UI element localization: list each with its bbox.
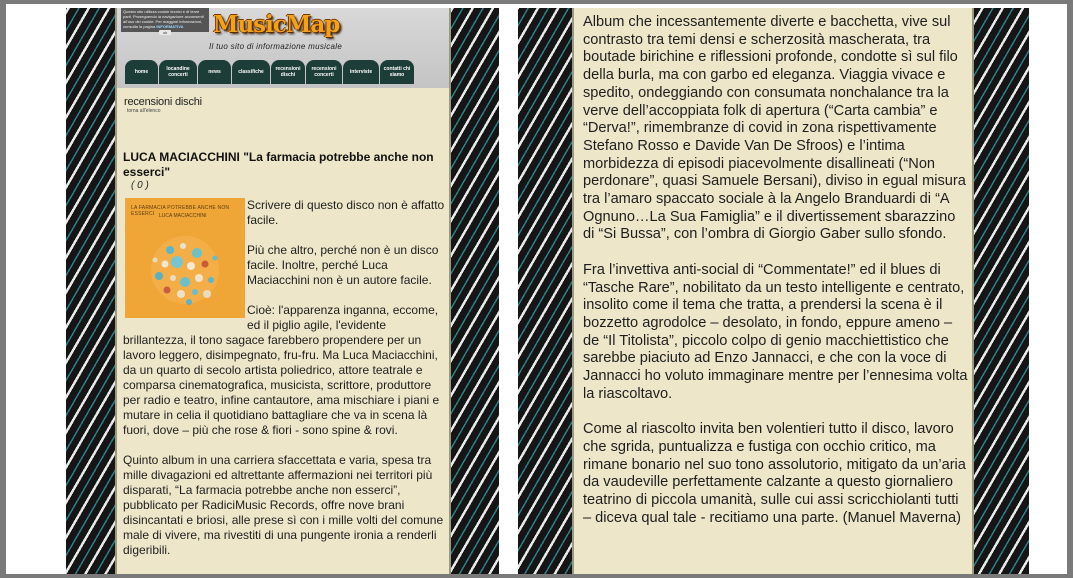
back-to-list-link[interactable]: torna all'elenco: [127, 108, 161, 114]
nav-tab-recensioni-concerti[interactable]: recensioni concerti: [306, 60, 342, 84]
review-body-left: [123, 198, 447, 573]
right-content-column: [572, 8, 974, 574]
left-panel: [66, 8, 499, 574]
review-body-right: [583, 14, 969, 545]
review-paragraph: Album che incessantemente diverte e bacchetta, vive sul contrasto tra temi densi e scherzosità mascherata, tra boutade birichine e riflessioni profonde, condotte sì sul filo della burla, ma con garbo ed eleganza. Viaggia vivace e spedito, ondeggiando con consumata nonchalance tra la verve dell’accoppiata folk di apertura (“Carta cambia” e “Derva!”, rimembranze di covid in zona rispettivamente Stefano Rosso e Davide Van De Sfroos) e l’intima morbidezza di episodi piacevolmente disallineati (“Non perdonare”, quasi Samuele Bersani), diviso in egual misura tra l’amaro spaccato sociale à la Angelo Branduardi di “A Ognuno…La Sua Famiglia” e il divertissement sbarazzino di “Si Bussa”, con l’ombra di Giorgio Gaber sullo sfondo.: [583, 14, 966, 243]
nav-tab-interviste[interactable]: interviste: [343, 60, 379, 84]
cookie-text: Questo sito utilizza cookie tecnici e di terze parti. Proseguendo la navigazione acconsenti all'uso dei cookie. Per maggiori informazioni, consulta la pagina: [123, 9, 204, 29]
cookie-banner: [121, 8, 209, 35]
review-paragraph: Quinto album in una carriera sfaccettata e varia, spesa tra mille divagazioni ed altrettante affermazioni nei territori più disparati, “La farmacia potrebbe anche non esserci”, pubblicato per RadiciMusic Records, offre nove brani disincantati e briosi, alle prese sì con i mille volti del comune male di vivere, ma rivestiti di una pungente ironia a renderli digeribili.: [123, 453, 444, 557]
review-paragraph: Scrivere di questo disco non è affatto facile.: [247, 198, 445, 227]
cover-spacer: [123, 198, 247, 320]
review-paragraph: Fra l’invettiva anti-social di “Commentate!” ed il blues di “Tasche Rare”, nobilitato da un testo intelligente e centrato, insolito come il tema che tratta, a prendersi la scena è il bozzetto agrodolce – desolato, in fondo, eppure ameno – de “Il Titolista”, piccolo colpo di genio macchiettistico che sarebbe piaciuto ad Enzo Jannacci, e che con la voce di Jannacci ho voluto immaginare mentre per l’ennesima volta la riascoltavo.: [583, 261, 968, 402]
comment-count[interactable]: ( 0 ): [131, 180, 149, 191]
cookie-info-link[interactable]: INFORMATIVA: [156, 24, 184, 29]
cover-title: LA FARMACIA POTREBBE ANCHE NON ESSERCI: [131, 205, 230, 217]
right-panel: [518, 8, 1029, 574]
review-paragraph: Più che altro, perché non è un disco facile. Inoltre, perché Luca Maciacchini non è un autore facile.: [247, 243, 439, 287]
site-logo[interactable]: MusicMap: [213, 11, 340, 38]
site-header: [117, 8, 449, 88]
main-nav: [125, 60, 415, 84]
nav-tab-home[interactable]: home: [125, 60, 158, 84]
cookie-ok-button[interactable]: ok: [159, 30, 171, 35]
nav-tab-classifiche[interactable]: classifiche: [232, 60, 270, 84]
left-content-column: [115, 8, 451, 574]
cover-artist: LUCA MACIACCHINI: [159, 213, 207, 219]
screenshot-frame: [6, 4, 1067, 574]
nav-tab-locandine-concerti[interactable]: locandine concerti: [159, 60, 197, 84]
nav-tab-recensioni-dischi[interactable]: recensioni dischi: [271, 60, 305, 84]
site-tagline: Il tuo sito di informazione musicale: [209, 42, 343, 51]
review-title: LUCA MACIACCHINI "La farmacia potrebbe anche non esserci": [123, 150, 434, 179]
review-paragraph: Come al riascolto invita ben volentieri tutto il disco, lavoro che sgrida, puntualizza e fustiga con occhio critico, ma rimane bonario nel suo tono assolutorio, mitigato da un’aria da vaudeville perfettamente calzante a questo giornaliero teatrino di piccola umanità, sulle cui assi scricchiolanti tutti – diceva qual tale - recitiamo una parte. (Manuel Maverna): [583, 421, 966, 526]
section-title: recensioni dischi: [124, 96, 202, 108]
nav-tab-contatti[interactable]: contatti chi siamo: [380, 60, 414, 84]
nav-tab-news[interactable]: news: [198, 60, 231, 84]
review-paragraph: Cioè: l'apparenza inganna, eccome, ed il piglio agile, l'evidente brillantezza, il tono sagace farebbero propendere per un lavoro leggero, disimpegnato, fru-fru. Ma Luca Maciacchini, da un quarto di secolo artista poliedrico, attore teatrale e comparsa cinematografica, musicista, scrittore, produttore per radio e teatro, infine cantautore, ama mischiare i piani e mutare in celia il quotidiano battagliare che va in scena là fuori, dove – più che rose & fiori - sono spine & rovi.: [123, 303, 440, 437]
